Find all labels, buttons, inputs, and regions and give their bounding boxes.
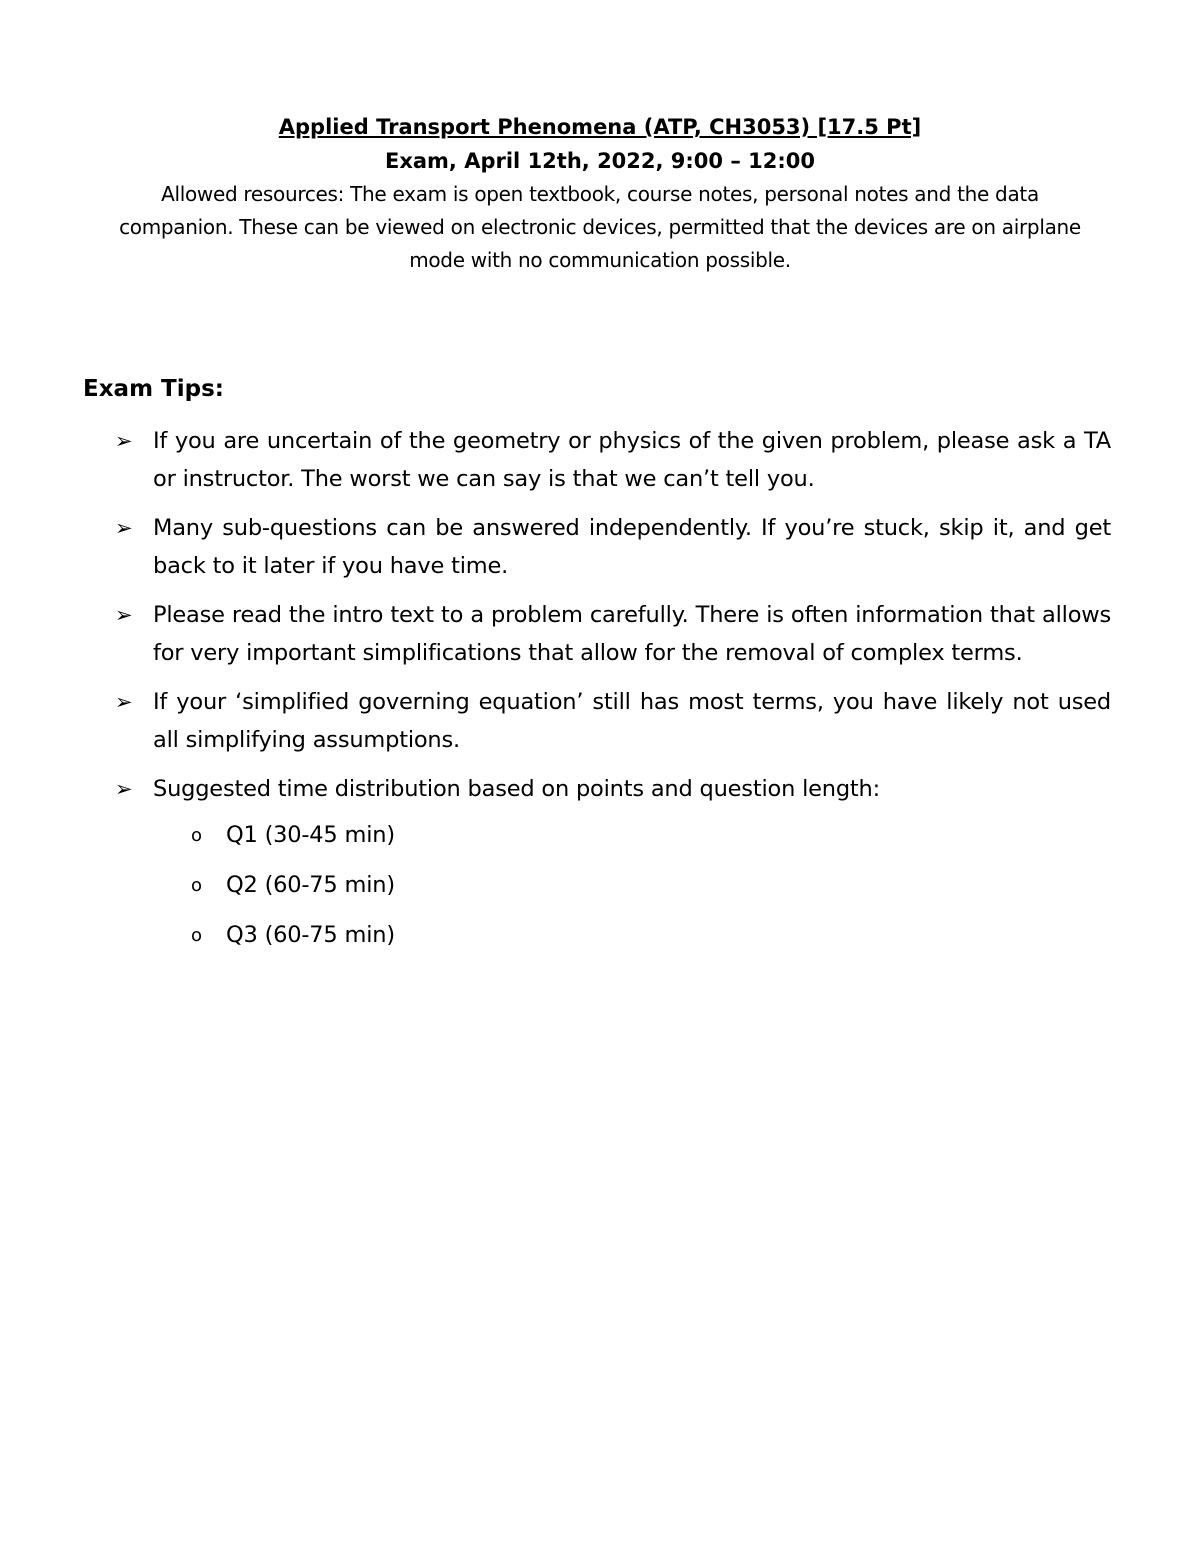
- time-distribution-list: [153, 816, 1111, 954]
- tip-item: [115, 596, 1111, 672]
- circle-bullet-icon: o: [191, 825, 202, 846]
- tip-text: If your ‘simplified governing equation’ still has most terms, you have likely not used all simplifying assumptions.: [153, 689, 1111, 753]
- tip-text: If you are uncertain of the geometry or physics of the given problem, please ask a TA or instructor. The worst we can say is that we can’t tell you.: [153, 428, 1111, 492]
- time-distribution-item-q2: [153, 866, 1111, 904]
- tip-item: [115, 422, 1111, 498]
- arrow-bullet-icon: ➢: [115, 516, 133, 540]
- arrow-bullet-icon: ➢: [115, 429, 133, 453]
- tip-item: [115, 509, 1111, 585]
- time-distribution-text: Q3 (60-75 min): [226, 922, 395, 948]
- tip-text: Suggested time distribution based on points and question length:: [153, 776, 880, 802]
- arrow-bullet-icon: ➢: [115, 603, 133, 627]
- circle-bullet-icon: o: [191, 875, 202, 896]
- tip-text: Many sub-questions can be answered independently. If you’re stuck, skip it, and get back to it later if you have time.: [153, 515, 1111, 579]
- tip-text: Please read the intro text to a problem carefully. There is often information that allows for very important simplifications that allow for the removal of complex terms.: [153, 602, 1111, 666]
- tip-item-time-distribution: [115, 770, 1111, 954]
- course-title: Applied Transport Phenomena (ATP, CH3053) [17.5 Pt]: [278, 115, 922, 139]
- exam-tips-list: [115, 422, 1111, 966]
- exam-date-time: Exam, April 12th, 2022, 9:00 – 12:00: [384, 149, 816, 173]
- time-distribution-item-q1: [153, 816, 1111, 854]
- exam-tips-heading: Exam Tips:: [83, 376, 224, 402]
- circle-bullet-icon: o: [191, 925, 202, 946]
- allowed-resources-line-1: Allowed resources: The exam is open textbook, course notes, personal notes and the data: [161, 182, 1039, 206]
- allowed-resources-line-3: mode with no communication possible.: [409, 248, 791, 272]
- time-distribution-text: Q2 (60-75 min): [226, 872, 395, 898]
- time-distribution-text: Q1 (30-45 min): [226, 822, 395, 848]
- arrow-bullet-icon: ➢: [115, 690, 133, 714]
- allowed-resources-line-2: companion. These can be viewed on electronic devices, permitted that the devices are on airplane: [119, 215, 1081, 239]
- exam-header: [80, 110, 1120, 277]
- time-distribution-item-q3: [153, 916, 1111, 954]
- arrow-bullet-icon: ➢: [115, 777, 133, 801]
- tip-item: [115, 683, 1111, 759]
